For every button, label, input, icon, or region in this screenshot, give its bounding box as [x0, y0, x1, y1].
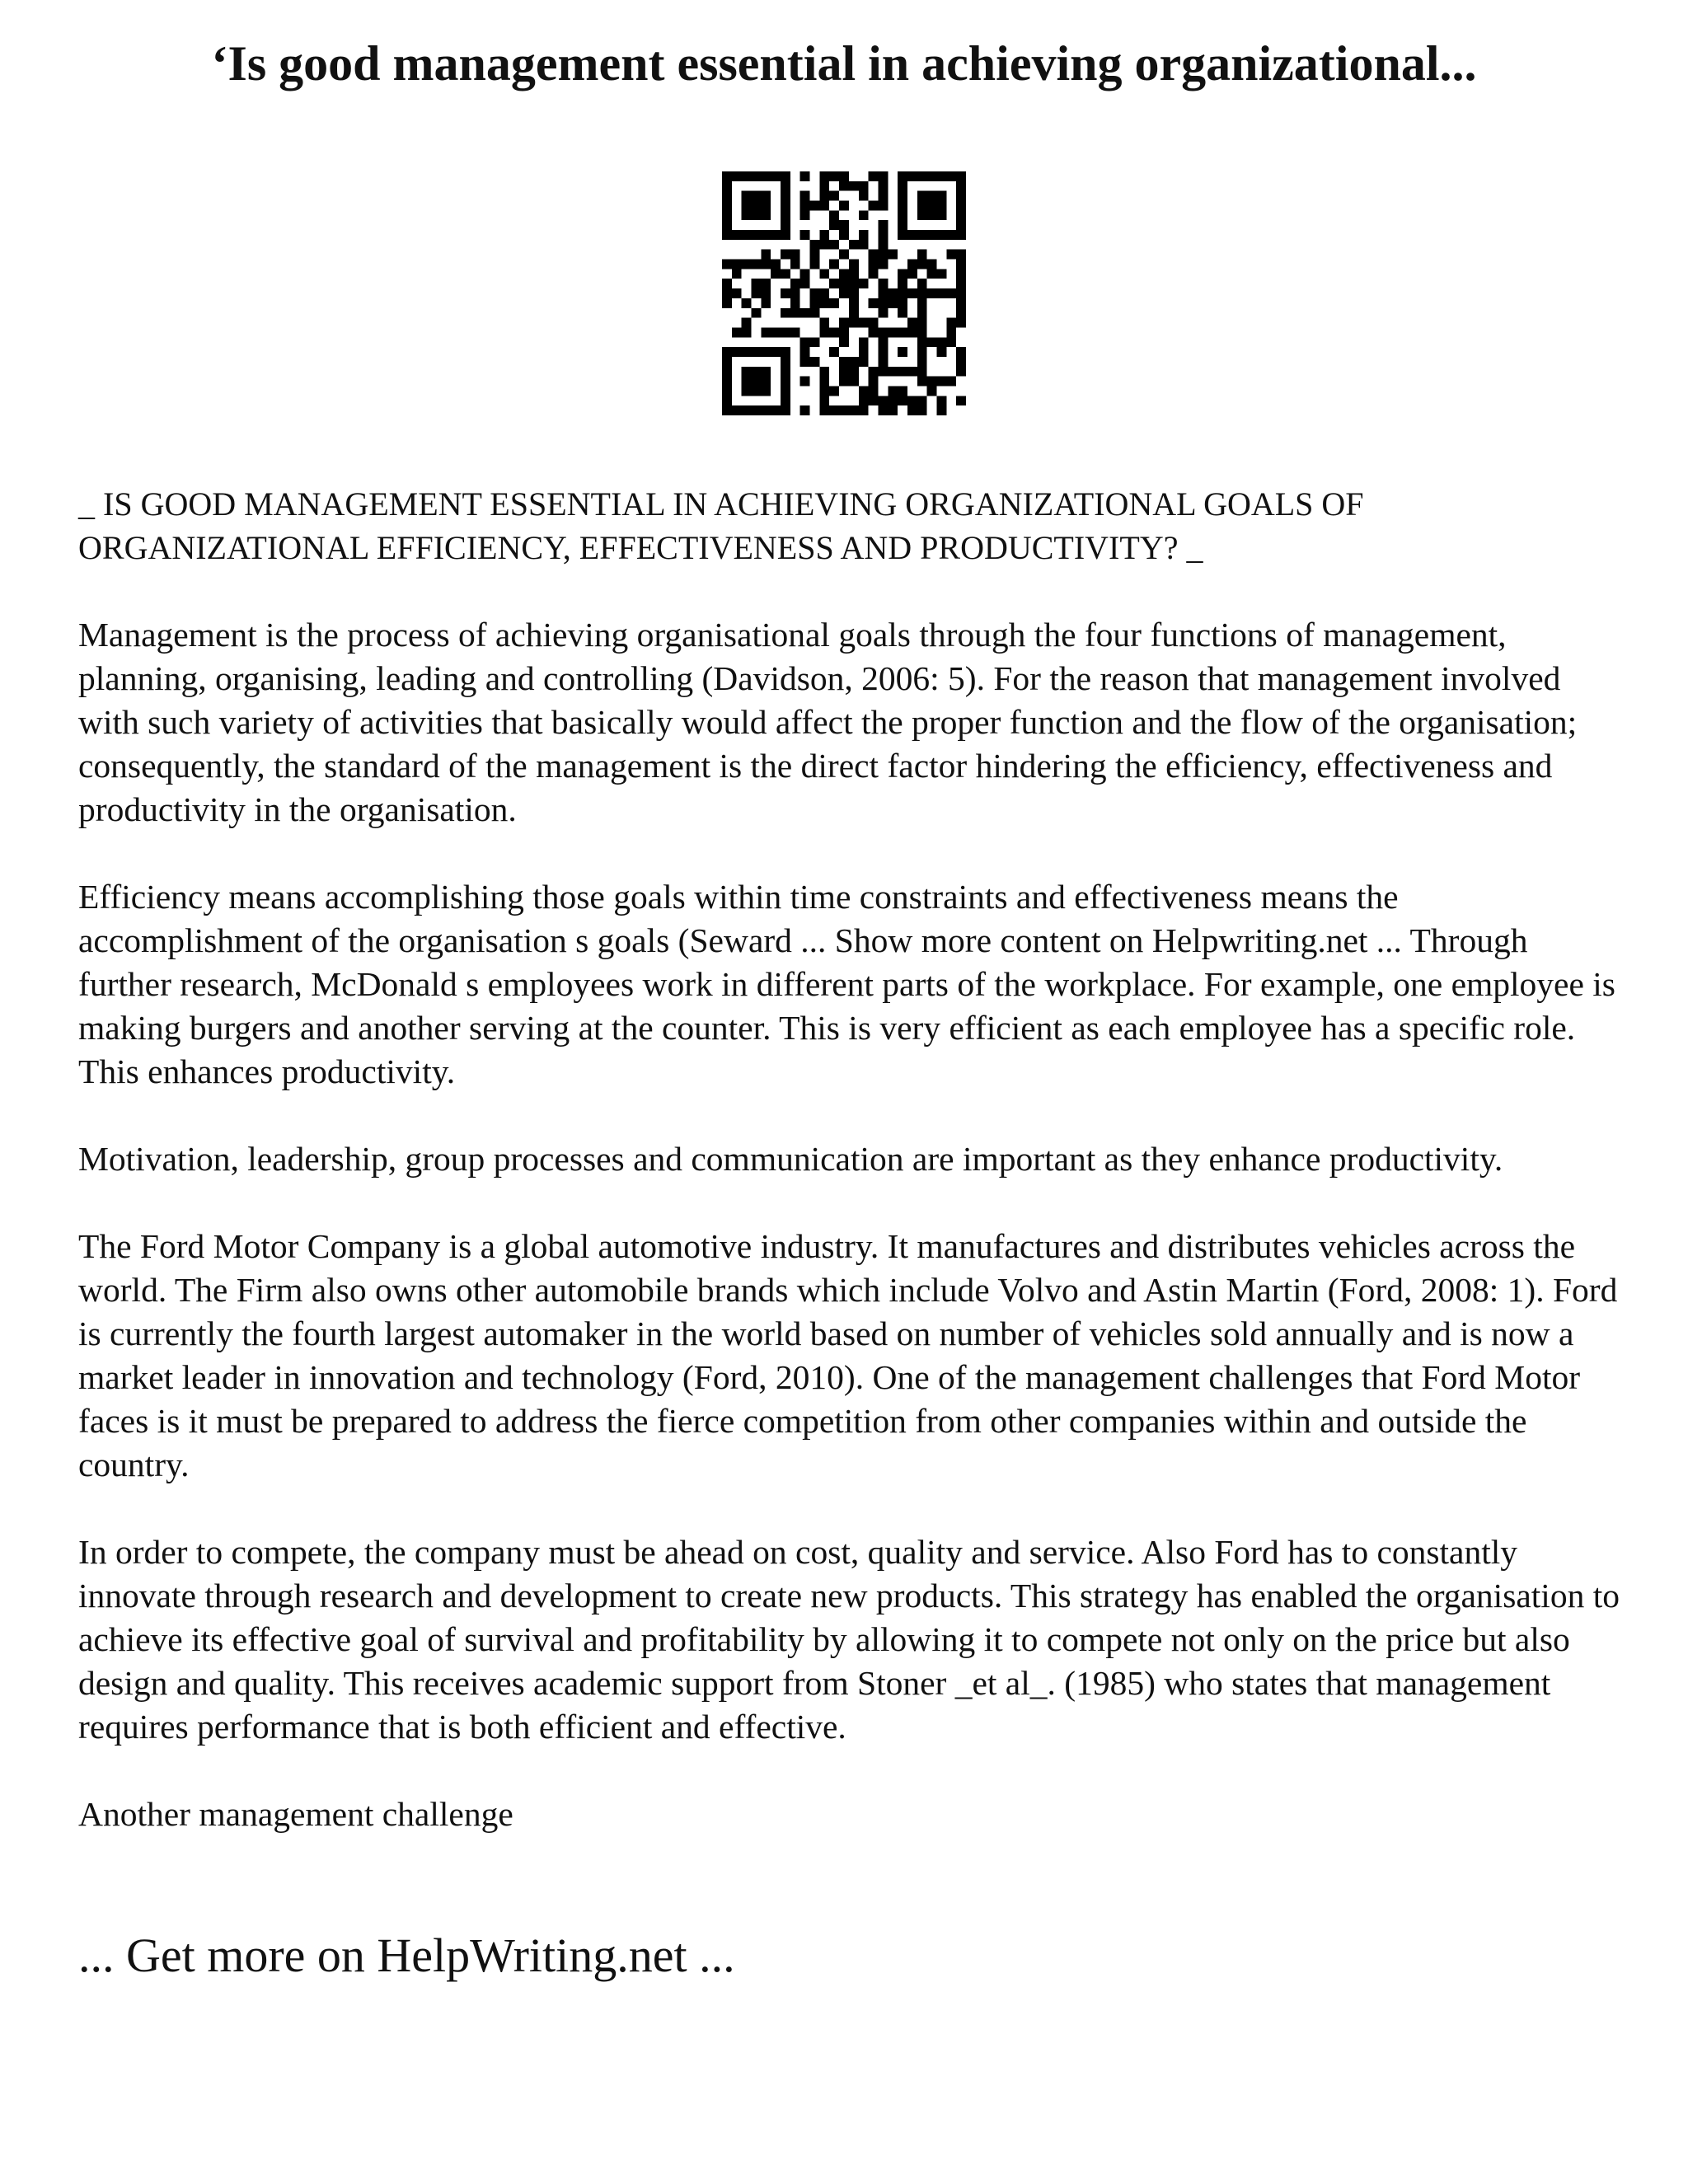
paragraph: Motivation, leadership, group processes and communication are important as they enhance productivity.	[78, 1140, 1503, 1178]
document-title: ‘Is good management essential in achieving organizational...	[211, 36, 1477, 91]
paragraph: In order to compete, the company must be ahead on cost, quality and service. Also Ford has to constantly innovate through research and development to create new products. This strategy has enabled the organisation to achieve its effective goal of survival and profitability by allowing it to compete not only on the price but also design and quality. This receives academic support from Stoner _et al_. (1985) who states that management requires performance that is both efficient and effective.	[78, 1533, 1620, 1746]
qr-code-icon	[722, 171, 966, 415]
paragraph: The Ford Motor Company is a global automotive industry. It manufactures and distributes vehicles across the world. The Firm also owns other automobile brands which include Volvo and Astin Martin (Ford, 2008: 1). Ford is currently the fourth largest automaker in the world based on number of vehicles sold annually and is now a market leader in innovation and technology (Ford, 2010). One of the management challenges that Ford Motor faces is it must be prepared to address the fierce competition from other companies within and outside the country.	[78, 1227, 1618, 1483]
paragraph: Another management challenge	[78, 1795, 513, 1833]
paragraph: Efficiency means accomplishing those goals within time constraints and effectiveness means the accomplishment of the organisation s goals (Seward ... Show more content on Helpwriting.net ... Through further research, McDonald s employees work in different parts of the workplace. For example, one employee is making burgers and another serving at the counter. This is very efficient as each employee has a specific role. This enhances productivity.	[78, 878, 1615, 1090]
document-body	[78, 482, 1620, 1880]
essay-heading: _ IS GOOD MANAGEMENT ESSENTIAL IN ACHIEVING ORGANIZATIONAL GOALS OF ORGANIZATIONAL EFFICIENCY, EFFECTIVENESS AND PRODUCTIVITY? _	[78, 485, 1364, 566]
paragraph: Management is the process of achieving organisational goals through the four functions of management, planning, organising, leading and controlling (Davidson, 2006: 5). For the reason that management involved with such variety of activities that basically would affect the proper function and the flow of the organisation; consequently, the standard of the management is the direct factor hindering the efficiency, effectiveness and productivity in the organisation.	[78, 616, 1578, 828]
get-more-link[interactable]: ... Get more on HelpWriting.net ...	[78, 1929, 735, 1982]
